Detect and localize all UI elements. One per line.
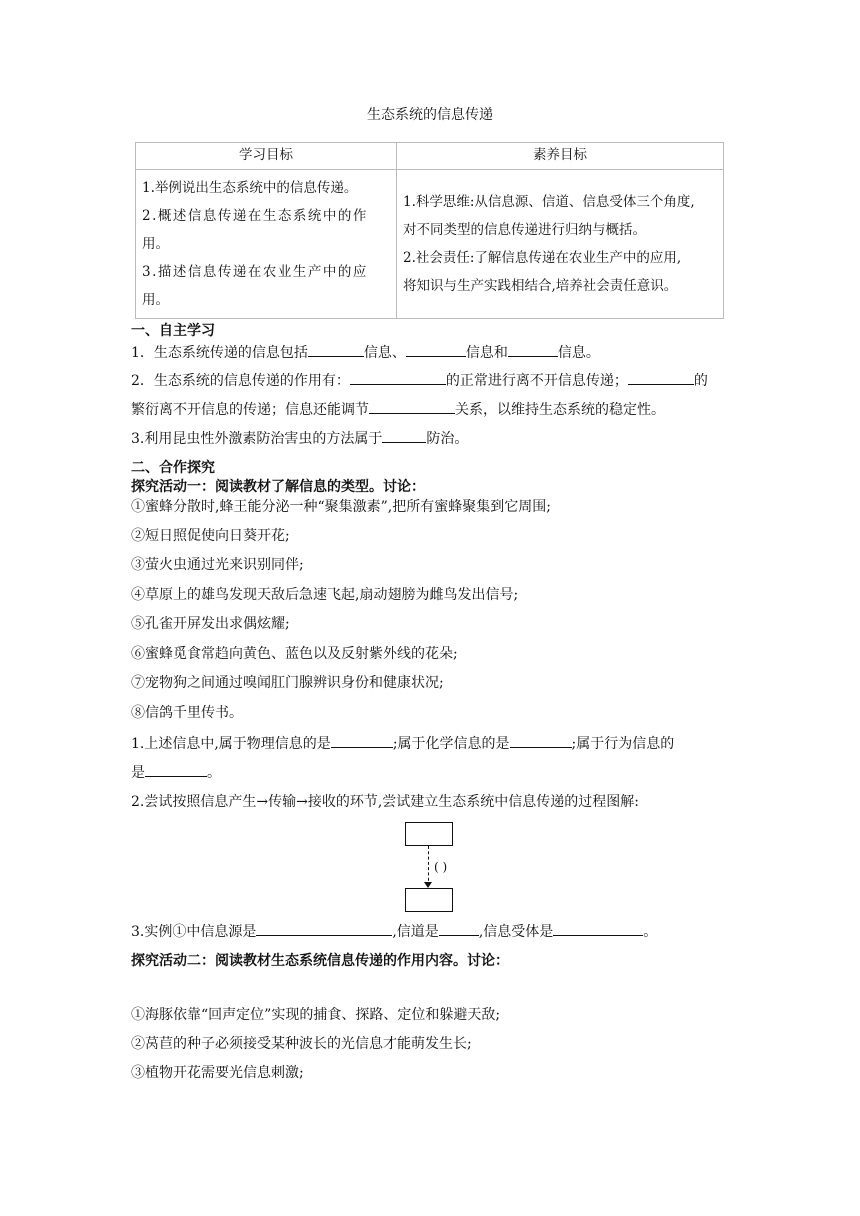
- q1-text-b: 信息、: [363, 345, 406, 361]
- section1-question-3: [131, 428, 468, 449]
- section1-question-2: [131, 370, 708, 391]
- q2-blank-2[interactable]: [628, 370, 694, 385]
- a1q3-text-a: 3.实例①中信息源是: [131, 924, 257, 940]
- q3-blank-1[interactable]: [382, 428, 426, 443]
- example-3: ③萤火虫通过光来识别同伴;: [131, 557, 304, 573]
- activity1-heading: 探究活动一：阅读教材了解信息的类型。讨论：: [131, 479, 425, 495]
- q3-text-a: 3.利用昆虫性外激素防治害虫的方法属于: [131, 431, 383, 447]
- section1-question-1: [131, 342, 600, 363]
- a1q1-text-e: 。: [207, 765, 221, 781]
- activity2-heading: 探究活动二：阅读教材生态系统信息传递的作用内容。讨论：: [131, 953, 509, 969]
- a1q3-text-c: ,信息受体是: [478, 924, 554, 940]
- learning-goal-3-cont: 用。: [142, 292, 169, 308]
- example-5: ⑤孔雀开屏发出求偶炫耀;: [131, 616, 290, 632]
- literacy-goal-1: 1.科学思维:从信息源、信道、信息受体三个角度,: [403, 194, 695, 210]
- q1-blank-2[interactable]: [406, 342, 466, 357]
- a1q1-blank-1[interactable]: [331, 733, 393, 748]
- example-8: ⑧信鸽千里传书。: [131, 705, 243, 721]
- learning-goals-cell: [136, 170, 397, 319]
- q1-text-d: 信息。: [557, 345, 600, 361]
- section2-heading: 二、合作探究: [131, 460, 215, 476]
- section1-question-2-cont: [131, 399, 665, 420]
- activity1-question-2: 2.尝试按照信息产生→传输→接收的环节,尝试建立生态系统中信息传递的过程图解:: [131, 794, 639, 810]
- q2-blank-3[interactable]: [369, 399, 455, 414]
- goals-header-row: [136, 143, 724, 170]
- a1q1-text-c: ;属于行为信息的: [571, 736, 675, 752]
- diagram-box-source: [405, 822, 453, 846]
- example-7: ⑦宠物狗之间通过嗅闻肛门腺辨识身份和健康状况;: [131, 675, 444, 691]
- q1-blank-3[interactable]: [508, 342, 558, 357]
- literacy-goal-2: 2.社会责任:了解信息传递在农业生产中的应用,: [403, 250, 682, 266]
- q2-text-c: 的: [693, 373, 708, 389]
- q2-text-d: 繁衍离不开信息的传递；信息还能调节: [131, 402, 369, 418]
- q2-text-a: 2．生态系统的信息传递的作用有：: [131, 373, 350, 389]
- a1q3-blank-2[interactable]: [439, 921, 479, 936]
- a1q3-text-d: 。: [643, 924, 658, 940]
- a1q1-text-b: ;属于化学信息的是: [392, 736, 510, 752]
- diagram-box-receiver: [405, 888, 453, 912]
- example2-2: ②莴苣的种子必须接受某种波长的光信息才能萌发生长;: [131, 1036, 472, 1052]
- literacy-goal-2-cont: 将知识与生产实践相结合,培养社会责任意识。: [403, 278, 678, 294]
- diagram-arrow-line: [428, 846, 429, 886]
- activity1-question-3: [131, 921, 657, 942]
- example-1: ①蜜蜂分散时,蜂王能分泌一种“聚集激素”,把所有蜜蜂聚集到它周围;: [131, 499, 551, 515]
- a1q1-text-a: 1.上述信息中,属于物理信息的是: [131, 736, 331, 752]
- example2-1: ①海豚依靠“回声定位”实现的捕食、探路、定位和躲避天敌;: [131, 1007, 501, 1023]
- example2-3: ③植物开花需要光信息刺激;: [131, 1065, 304, 1081]
- a1q3-blank-1[interactable]: [256, 921, 392, 936]
- q1-text-a: 1．生态系统传递的信息包括: [131, 345, 308, 361]
- page-title: 生态系统的信息传递: [367, 107, 493, 123]
- learning-goal-2: 2.概述信息传递在生态系统中的作: [142, 208, 368, 224]
- diagram-paren-label: ( ): [434, 860, 448, 874]
- goals-header-literacy: 素养目标: [397, 143, 724, 170]
- q1-text-c: 信息和: [465, 345, 508, 361]
- q2-text-b: 的正常进行离不开信息传递；: [445, 373, 628, 389]
- example-6: ⑥蜜蜂觅食常趋向黄色、蓝色以及反射紫外线的花朵;: [131, 646, 458, 662]
- goals-table: [135, 142, 724, 319]
- q1-blank-1[interactable]: [308, 342, 364, 357]
- a1q1-text-d: 是: [131, 765, 145, 781]
- a1q3-text-b: ,信道是: [392, 924, 439, 940]
- a1q1-blank-3[interactable]: [145, 762, 207, 777]
- a1q1-blank-2[interactable]: [510, 733, 572, 748]
- q2-text-e: 关系，以维持生态系统的稳定性。: [455, 402, 665, 418]
- section1-heading: 一、自主学习: [131, 323, 215, 339]
- activity1-question-1-cont: [131, 762, 221, 783]
- learning-goal-2-cont: 用。: [142, 236, 169, 252]
- q3-text-b: 防治。: [426, 431, 469, 447]
- learning-goal-3: 3.描述信息传递在农业生产中的应: [142, 264, 368, 280]
- example-4: ④草原上的雄鸟发现天敌后急速飞起,扇动翅膀为雌鸟发出信号;: [131, 587, 519, 603]
- example-2: ②短日照促使向日葵开花;: [131, 528, 290, 544]
- goals-content-row: [136, 170, 724, 319]
- literacy-goals-cell: [397, 170, 724, 319]
- literacy-goal-1-cont: 对不同类型的信息传递进行归纳与概括。: [403, 222, 646, 238]
- learning-goal-1: 1.举例说出生态系统中的信息传递。: [142, 180, 358, 196]
- a1q3-blank-3[interactable]: [553, 921, 643, 936]
- goals-header-learning: 学习目标: [136, 143, 397, 170]
- q2-blank-1[interactable]: [350, 370, 446, 385]
- activity1-question-1: [131, 733, 674, 754]
